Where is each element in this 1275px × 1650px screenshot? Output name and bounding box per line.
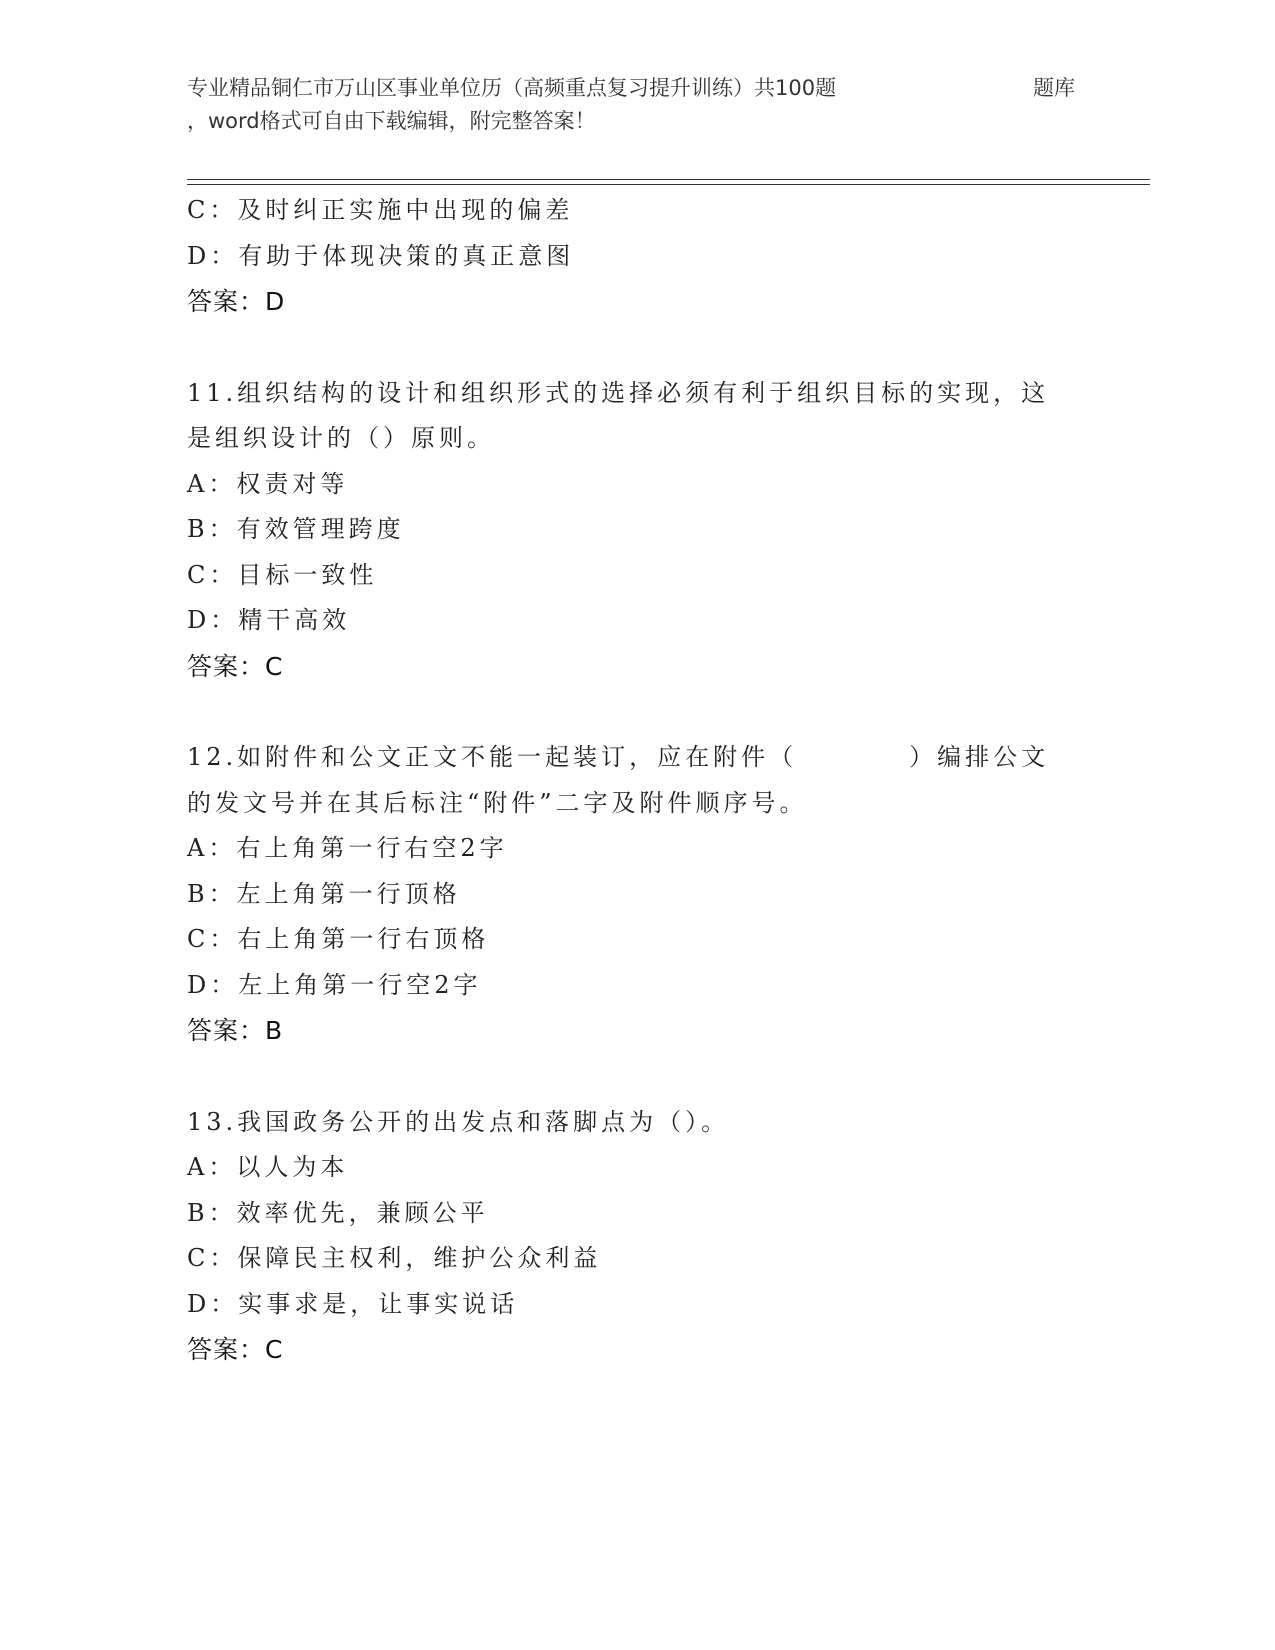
- question-text: 的发文号并在其后标注“附件”二字及附件顺序号。: [187, 788, 808, 817]
- question-text: 是组织设计的（）原则。: [187, 424, 495, 452]
- header-line-2: ，word格式可自由下载编辑，附完整答案！: [187, 109, 596, 133]
- spacer: [187, 325, 1087, 371]
- page-header: [187, 72, 1137, 138]
- question-text: 11.组织结构的设计和组织形式的选择必须有利于组织目标的实现，这: [187, 378, 1050, 407]
- question-12: [187, 735, 1087, 1054]
- question-13: [187, 1100, 1087, 1373]
- option-c: C：保障民主权利，维护公众利益: [187, 1244, 602, 1272]
- header-rule-bottom: [187, 184, 1150, 185]
- option-c: C：右上角第一行右顶格: [187, 925, 490, 953]
- header-line-1: [187, 72, 1137, 105]
- header-title: 专业精品铜仁市万山区事业单位历（高频重点复习提升训练）共100题: [187, 76, 837, 100]
- answer-line: 答案：D: [187, 287, 286, 316]
- option-d: D：有助于体现决策的真正意图: [187, 241, 575, 270]
- option-d: D：精干高效: [187, 606, 351, 634]
- option-b: B：有效管理跨度: [187, 515, 405, 543]
- option-d: D：左上角第一行空2字: [187, 970, 482, 999]
- header-tag: 题库: [1033, 76, 1075, 100]
- answer-line: 答案：B: [187, 1016, 284, 1045]
- option-a: A：右上角第一行右空2字: [187, 834, 508, 862]
- question-text-part: ）编排公文: [909, 743, 1050, 771]
- answer-line: 答案：C: [187, 1335, 284, 1364]
- prev-question: [187, 188, 1087, 325]
- option-c: C：目标一致性: [187, 560, 378, 589]
- option-d: D：实事求是，让事实说话: [187, 1289, 519, 1318]
- option-a: A：权责对等: [187, 469, 349, 498]
- question-content: [187, 188, 1087, 1373]
- question-11: [187, 371, 1087, 690]
- answer-line: 答案：C: [187, 651, 284, 681]
- question-text: 13.我国政务公开的出发点和落脚点为（）。: [187, 1107, 730, 1136]
- spacer: [187, 689, 1087, 735]
- option-c: C：及时纠正实施中出现的偏差: [187, 196, 574, 224]
- spacer: [187, 1054, 1087, 1100]
- question-text: [187, 735, 1087, 781]
- question-text-part: 12.如附件和公文正文不能一起装订，应在附件（: [187, 743, 798, 771]
- option-b: B：效率优先，兼顾公平: [187, 1198, 489, 1227]
- option-a: A：以人为本: [187, 1153, 349, 1181]
- header-rule-top: [187, 179, 1150, 180]
- option-b: B：左上角第一行顶格: [187, 879, 461, 908]
